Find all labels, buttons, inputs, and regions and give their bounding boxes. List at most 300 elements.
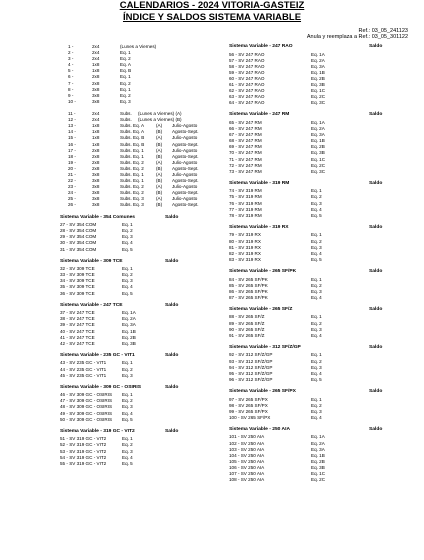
section-header <box>229 345 409 353</box>
team-label: Eq. 4 <box>311 370 322 376</box>
team-label: Eq. 1 <box>120 74 131 80</box>
calendar-code: 108 - SV 250 AIA <box>229 477 265 483</box>
team-label: Eq. 2 <box>120 92 131 98</box>
group-label: (A) <box>156 135 163 141</box>
team-label: Eq. 1B <box>311 69 325 75</box>
saldo-label: Saldo <box>165 384 179 390</box>
calendar-code: 87 - SV 265 SF/PK <box>229 294 268 300</box>
team-label: Eq. 2C <box>311 94 326 100</box>
saldo-label: Saldo <box>369 269 383 274</box>
team-label: Subs. Eq. A <box>120 123 145 129</box>
calendar-code: 71 - SV 247 RM <box>229 156 262 162</box>
saldo-label: Saldo <box>369 344 383 350</box>
team-label: Eq. 2 <box>122 442 133 448</box>
item-number: 13 - <box>68 123 76 129</box>
team-label: Eq. 1A <box>311 434 325 440</box>
team-label: Eq. 1 <box>311 232 322 238</box>
calendar-code: 81 - SV 319 RX <box>229 244 261 250</box>
item-number: 6 - <box>68 74 74 80</box>
item-number: 17 - <box>68 147 76 153</box>
team-label: Eq. 3 <box>311 364 322 370</box>
saldo-label: Saldo <box>165 428 179 434</box>
group-label: (B) <box>156 165 163 171</box>
left-index-column <box>60 44 210 473</box>
item-number: 11 - <box>68 111 76 117</box>
saldo-label: Saldo <box>369 426 383 432</box>
shift-type: 1x8 <box>92 68 100 74</box>
section-header <box>60 303 210 311</box>
calendar-code: 77 - SV 319 RM <box>229 206 262 212</box>
list-item <box>68 202 210 208</box>
list-item <box>229 377 409 383</box>
team-label: Eq. 2 <box>120 80 131 86</box>
team-label: Eq. 1C <box>311 88 326 94</box>
list-item <box>229 415 409 421</box>
item-number: 4 - <box>68 62 74 68</box>
list-item <box>60 373 210 379</box>
team-label: Eq. 4 <box>122 284 133 290</box>
calendar-code: 43 - SV 235 GC - VIT1 <box>60 360 107 366</box>
calendar-code: 72 - SV 247 RM <box>229 162 262 168</box>
team-label: Subs. Eq. 2 <box>120 159 144 165</box>
calendar-code: 85 - SV 265 SF/PK <box>229 282 268 288</box>
list-item <box>229 213 409 219</box>
section-header <box>60 259 210 267</box>
section-title: Sistema Variable - 247 TCE <box>60 302 123 308</box>
team-label: Eq. 1 <box>120 50 131 56</box>
item-number: 16 - <box>68 141 76 147</box>
saldo-label: Saldo <box>369 112 383 118</box>
team-label: Eq. 1C <box>311 471 326 477</box>
calendar-code: 40 - SV 247 TCE <box>60 328 95 334</box>
right-index-column <box>229 44 409 489</box>
team-label: Eq. 2C <box>311 477 326 483</box>
period-label: Julio-Agosto <box>172 159 198 165</box>
item-number: 21 - <box>68 171 76 177</box>
section-title: Sistema Variable - 319 RM <box>229 180 290 186</box>
shift-type: 2x8 <box>92 159 100 165</box>
team-label: Subs. Eq. A <box>120 129 145 135</box>
shift-type: 3x8 <box>92 202 100 208</box>
reference-replaces: Anula y reemplaza a Ref.: 03_05_301122 <box>306 34 408 40</box>
group-label: (A) <box>156 159 163 165</box>
saldo-label: Saldo <box>369 389 383 394</box>
section-header <box>60 215 210 223</box>
section-header <box>229 44 409 52</box>
section-title: Sistema Variable - 265 SF/PK <box>229 269 297 274</box>
calendar-code: 61 - SV 247 RAO <box>229 81 265 87</box>
calendar-code: 78 - SV 319 RM <box>229 212 262 218</box>
shift-type: 1x8 <box>92 62 100 68</box>
shift-type: 2x8 <box>92 165 100 171</box>
team-label: Eq. 2 <box>311 194 322 200</box>
team-label: Eq. 1 <box>122 360 133 366</box>
team-label: Subs. Eq. 1 <box>120 171 144 177</box>
team-label: Eq. 2 <box>311 238 322 244</box>
calendar-code: 58 - SV 247 RAO <box>229 63 265 69</box>
shift-type: 3x8 <box>92 184 100 190</box>
shift-type: 3x8 <box>92 171 100 177</box>
item-number: 9 - <box>68 92 74 98</box>
team-label: Eq. 2 <box>311 402 322 408</box>
calendar-code: 44 - SV 235 GC - VIT1 <box>60 366 107 372</box>
team-label: Eq. 5 <box>122 460 133 466</box>
list-item <box>229 100 409 106</box>
list-item <box>229 333 409 339</box>
calendar-code: 64 - SV 247 RAO <box>229 100 265 106</box>
team-label: Eq. 3C <box>311 100 326 106</box>
team-label: Eq. 3A <box>122 322 136 328</box>
calendar-code: 93 - SV 312 SF/Z/GP <box>229 358 273 364</box>
team-label: Subs. Eq. 2 <box>120 165 144 171</box>
calendar-code: 98 - SV 265 SF/PX <box>229 402 268 408</box>
calendar-code: 68 - SV 247 RM <box>229 138 262 144</box>
calendar-code: 42 - SV 247 TCE <box>60 340 95 346</box>
shift-type: 1x8 <box>92 141 100 147</box>
team-label: Eq. 3 <box>311 244 322 250</box>
item-number: 5 - <box>68 68 74 74</box>
calendar-code: 62 - SV 247 RAO <box>229 88 265 94</box>
shift-type: 1x8 <box>92 135 100 141</box>
group-label: (B) <box>156 190 163 196</box>
team-label: Eq. 3B <box>311 464 325 470</box>
team-label: Eq. 4 <box>122 240 133 246</box>
shift-type: 1x8 <box>92 129 100 135</box>
team-label: (Lunes a Viernes) <box>120 44 157 49</box>
section-title: Sistema Variable - 309 TCE <box>60 258 123 264</box>
calendar-code: 41 - SV 247 TCE <box>60 334 95 340</box>
team-label: Eq. 5 <box>311 376 322 382</box>
team-label: Eq. 3 <box>311 326 322 332</box>
team-label: Eq. 2A <box>311 126 325 132</box>
team-label: Eq. 2A <box>122 316 136 322</box>
section-title: Sistema Variable - 309 GC - OSIRIS <box>60 384 142 390</box>
calendar-code: 39 - SV 247 TCE <box>60 322 95 328</box>
calendar-code: 86 - SV 265 SF/PK <box>229 288 268 294</box>
period-label: Julio-Agosto <box>172 135 198 141</box>
item-number: 19 - <box>68 159 76 165</box>
period-label: Julio-Agosto <box>172 123 198 129</box>
shift-type: 2x4 <box>92 50 100 56</box>
team-label: Eq. 3 <box>122 372 133 378</box>
calendar-code: 53 - SV 319 GC - VIT2 <box>60 448 107 454</box>
calendar-code: 65 - SV 247 RM <box>229 119 262 125</box>
group-label: (A) <box>156 184 163 190</box>
calendar-code: 99 - SV 265 SF/PX <box>229 408 268 414</box>
team-label: Subs. Eq. 1 <box>120 153 144 159</box>
calendar-code: 69 - SV 247 RM <box>229 144 262 150</box>
calendar-code: 37 - SV 247 TCE <box>60 310 95 316</box>
calendar-code: 33 - SV 309 TCE <box>60 272 95 278</box>
team-label: Eq. 1 <box>122 222 133 228</box>
item-number: 3 - <box>68 56 74 62</box>
list-item <box>68 99 210 105</box>
spacer <box>60 467 210 473</box>
team-label: Eq. 2 <box>122 398 133 404</box>
calendar-code: 35 - SV 309 TCE <box>60 284 95 290</box>
team-label: Eq. 2 <box>122 366 133 372</box>
saldo-label: Saldo <box>165 302 179 308</box>
calendar-code: 34 - SV 309 TCE <box>60 278 95 284</box>
shift-type: 3x8 <box>92 196 100 202</box>
list-item <box>60 341 210 347</box>
team-label: Eq. 2 <box>122 272 133 278</box>
calendar-code: 74 - SV 319 RM <box>229 188 262 194</box>
group-label: (A) <box>156 147 163 153</box>
calendar-code: 36 - SV 309 TCE <box>60 290 95 296</box>
calendar-code: 106 - SV 250 AIA <box>229 464 265 470</box>
team-label: Eq. 3A <box>311 132 325 138</box>
calendar-code: 103 - SV 250 AIA <box>229 446 265 452</box>
calendar-code: 52 - SV 319 GC - VIT2 <box>60 442 107 448</box>
shift-type: 1x8 <box>92 123 100 129</box>
saldo-label: Saldo <box>369 180 383 186</box>
calendar-code: 45 - SV 235 GC - VIT1 <box>60 372 107 378</box>
section-title: Sistema Variable - 312 SF/Z/GP <box>229 344 301 350</box>
team-label: Subs. Eq. 1 <box>120 178 144 184</box>
shift-type: 2x8 <box>92 153 100 159</box>
list-item <box>60 291 210 297</box>
period-label: Agosto-Sept. <box>172 165 199 171</box>
item-number: 22 - <box>68 178 76 184</box>
team-label: Eq. 1B <box>122 328 136 334</box>
shift-type: 3x8 <box>92 86 100 92</box>
saldo-label: Saldo <box>369 224 383 230</box>
section-title: Sistema Variable - 250 AIA <box>229 426 290 432</box>
item-number: 25 - <box>68 196 76 202</box>
team-label: Eq. 3 <box>122 278 133 284</box>
group-label: (A) <box>156 196 163 202</box>
period-label: Julio-Agosto <box>172 171 198 177</box>
team-label: Eq. 3 <box>311 200 322 206</box>
calendar-code: 79 - SV 319 RX <box>229 232 261 238</box>
list-item <box>229 169 409 175</box>
team-label: Eq. 3 <box>122 448 133 454</box>
item-number: 23 - <box>68 184 76 190</box>
team-label: Subs. Eq. 2 <box>120 190 144 196</box>
section-header <box>60 353 210 361</box>
group-label: (B) <box>156 153 163 159</box>
team-label: Eq. 2A <box>311 57 325 63</box>
shift-type: 3x8 <box>92 178 100 184</box>
team-label: Eq. B <box>120 68 132 74</box>
calendar-code: 107 - SV 250 AIA <box>229 471 265 477</box>
team-label: Eq. 1 <box>311 352 322 358</box>
group-label: (Lunes a Viernes) (A) <box>138 111 182 117</box>
calendar-code: 48 - SV 309 GC - OSIRIS <box>60 404 113 410</box>
shift-type: 2x4 <box>92 56 100 62</box>
team-label: Subs. Eq. 1 <box>120 147 144 153</box>
document-subtitle: ÍNDICE Y SALDOS SISTEMA VARIABLE <box>122 12 302 23</box>
team-label: Eq. 1C <box>311 156 326 162</box>
calendar-code: 70 - SV 247 RM <box>229 150 262 156</box>
document-title: CALENDARIOS - 2024 VITORIA-GASTEIZ <box>119 0 305 11</box>
group-label: (B) <box>156 178 163 184</box>
shift-type: 3x8 <box>92 92 100 98</box>
calendar-code: 32 - SV 309 TCE <box>60 266 95 272</box>
period-label: Agosto-Sept. <box>172 178 199 184</box>
calendar-code: 73 - SV 247 RM <box>229 168 262 174</box>
team-label: Subs. Eq. 3 <box>120 196 144 202</box>
team-label: Eq. 3 <box>120 98 131 104</box>
section-title: Sistema Variable - 265 SF/Z <box>229 306 293 312</box>
section-header <box>229 307 409 315</box>
team-label: Eq. 2B <box>311 458 325 464</box>
item-number: 1 - <box>68 44 74 49</box>
calendar-code: 83 - SV 319 RX <box>229 256 261 262</box>
calendar-code: 84 - SV 265 SF/PK <box>229 276 268 282</box>
list-item <box>229 257 409 263</box>
team-label: Eq. 1B <box>311 138 325 144</box>
group-label: (A) <box>156 171 163 177</box>
team-label: Eq. 5 <box>122 290 133 296</box>
calendar-code: 29 - SV 354 COM <box>60 234 97 240</box>
item-number: 18 - <box>68 153 76 159</box>
calendar-code: 30 - SV 354 COM <box>60 240 97 246</box>
section-title: Sistema Variable - 319 GC - VIT2 <box>60 428 135 434</box>
section-header <box>60 429 210 437</box>
list-item <box>60 461 210 467</box>
team-label: Eq. 4 <box>311 332 322 338</box>
calendar-code: 67 - SV 247 RM <box>229 132 262 138</box>
item-number: 26 - <box>68 202 76 208</box>
calendar-code: 51 - SV 319 GC - VIT2 <box>60 436 107 442</box>
calendar-code: 66 - SV 247 RM <box>229 126 262 132</box>
calendar-code: 46 - SV 309 GC - OSIRIS <box>60 392 113 398</box>
team-label: Eq. 1 <box>311 188 322 194</box>
team-label: Eq. 5 <box>311 212 322 218</box>
calendar-code: 92 - SV 312 SF/Z/GP <box>229 352 273 358</box>
team-label: Eq. 2 <box>311 282 322 288</box>
calendar-code: 63 - SV 247 RAO <box>229 94 265 100</box>
spacer <box>229 483 409 489</box>
team-label: Eq. 3A <box>311 446 325 452</box>
team-label: Eq. 2B <box>311 144 325 150</box>
item-number: 7 - <box>68 80 74 86</box>
team-label: Eq. 2 <box>122 228 133 234</box>
team-label: Eq. 1 <box>311 396 322 402</box>
calendar-code: 54 - SV 319 GC - VIT2 <box>60 454 107 460</box>
team-label: Eq. 1 <box>311 276 322 282</box>
shift-type: 2x4 <box>92 44 100 49</box>
section-title: Sistema Variable - 319 RX <box>229 224 289 230</box>
period-label: Agosto-Sept. <box>172 153 199 159</box>
saldo-label: Saldo <box>165 214 179 220</box>
calendar-code: 49 - SV 309 GC - OSIRIS <box>60 410 113 416</box>
section-header <box>229 112 409 120</box>
saldo-label: Saldo <box>369 44 383 49</box>
saldo-label: Saldo <box>165 352 179 358</box>
period-label: Julio-Agosto <box>172 196 198 202</box>
item-number: 14 - <box>68 129 76 135</box>
team-label: Eq. A <box>120 62 131 68</box>
item-number: 15 - <box>68 135 76 141</box>
period-label: Agosto-Sept. <box>172 129 199 135</box>
calendar-code: 57 - SV 247 RAO <box>229 57 265 63</box>
team-label: Eq. 3A <box>311 63 325 69</box>
team-label: Eq. 2 <box>120 56 131 62</box>
calendar-code: 31 - SV 354 COM <box>60 246 97 252</box>
section-title: Sistema Variable - 247 RAO <box>229 44 293 49</box>
calendar-code: 94 - SV 312 SF/Z/GP <box>229 364 273 370</box>
list-item <box>60 417 210 423</box>
team-label: Eq. 2 <box>311 320 322 326</box>
shift-type: 2x4 <box>92 111 100 117</box>
shift-type: 2x8 <box>92 80 100 86</box>
calendar-code: 27 - SV 354 COM <box>60 222 97 228</box>
shift-type: 3x8 <box>92 98 100 104</box>
calendar-code: 105 - SV 250 AIA <box>229 458 265 464</box>
team-label: Eq. 4 <box>122 410 133 416</box>
group-label: (B) <box>156 129 163 135</box>
team-label: Eq. 4 <box>311 414 322 420</box>
calendar-code: 28 - SV 354 COM <box>60 228 97 234</box>
calendar-code: 101 - SV 250 AIA <box>229 434 265 440</box>
saldo-label: Saldo <box>165 258 179 264</box>
calendar-code: 80 - SV 319 RX <box>229 238 261 244</box>
reference-code: Ref.: 03_05_241123 <box>358 28 408 34</box>
calendar-code: 60 - SV 247 RAO <box>229 75 265 81</box>
section-header <box>60 385 210 393</box>
item-number: 10 - <box>68 98 76 104</box>
calendar-code: 90 - SV 265 SF/Z <box>229 326 265 332</box>
team-label: Eq. 4 <box>311 206 322 212</box>
team-label: Eq. 3B <box>311 150 325 156</box>
shift-type: 3x8 <box>92 190 100 196</box>
calendar-code: 38 - SV 247 TCE <box>60 316 95 322</box>
team-label: Eq. 2C <box>311 162 326 168</box>
team-label: Eq. 3 <box>122 234 133 240</box>
team-label: Eq. 3 <box>122 404 133 410</box>
section-title: Sistema Variable - 235 GC - VIT1 <box>60 352 135 358</box>
section-title: Sistema Variable - 265 SF/PX <box>229 389 296 394</box>
section-header <box>229 225 409 233</box>
calendar-code: 47 - SV 309 GC - OSIRIS <box>60 398 113 404</box>
list-item <box>229 295 409 301</box>
section-title: Sistema Variable - 247 RM <box>229 112 290 118</box>
section-header <box>229 181 409 189</box>
calendar-code: 59 - SV 247 RAO <box>229 69 265 75</box>
period-label: Julio-Agosto <box>172 184 198 190</box>
calendar-code: 88 - SV 265 SF/Z <box>229 314 265 320</box>
team-label: Eq. 1A <box>311 51 325 57</box>
team-label: Eq. 2B <box>122 334 136 340</box>
section-header <box>229 269 409 277</box>
calendar-code: 82 - SV 319 RX <box>229 250 261 256</box>
calendar-code: 91 - SV 265 SF/Z <box>229 332 265 338</box>
team-label: Eq. 3B <box>311 81 325 87</box>
team-label: Eq. 3C <box>311 168 326 174</box>
item-number: 8 - <box>68 86 74 92</box>
team-label: Eq. 1 <box>120 86 131 92</box>
team-label: Eq. 5 <box>122 246 133 252</box>
section-header <box>229 389 409 397</box>
shift-type: 2x8 <box>92 74 100 80</box>
calendar-code: 104 - SV 250 AIA <box>229 452 265 458</box>
team-label: Subs. <box>120 111 132 117</box>
team-label: Eq. 5 <box>311 256 322 262</box>
section-title: Sistema Variable - 354 Comunes <box>60 214 136 220</box>
team-label: Eq. 1 <box>122 266 133 272</box>
calendar-code: 95 - SV 312 SF/Z/GP <box>229 370 273 376</box>
team-label: Eq. 3B <box>122 340 136 346</box>
calendar-code: 75 - SV 319 RM <box>229 194 262 200</box>
team-label: Subs. <box>120 117 132 123</box>
list-item <box>60 247 210 253</box>
calendar-code: 96 - SV 312 SF/Z/GP <box>229 376 273 382</box>
team-label: Subs. Eq. 2 <box>120 184 144 190</box>
period-label: Agosto-Sept. <box>172 202 199 208</box>
